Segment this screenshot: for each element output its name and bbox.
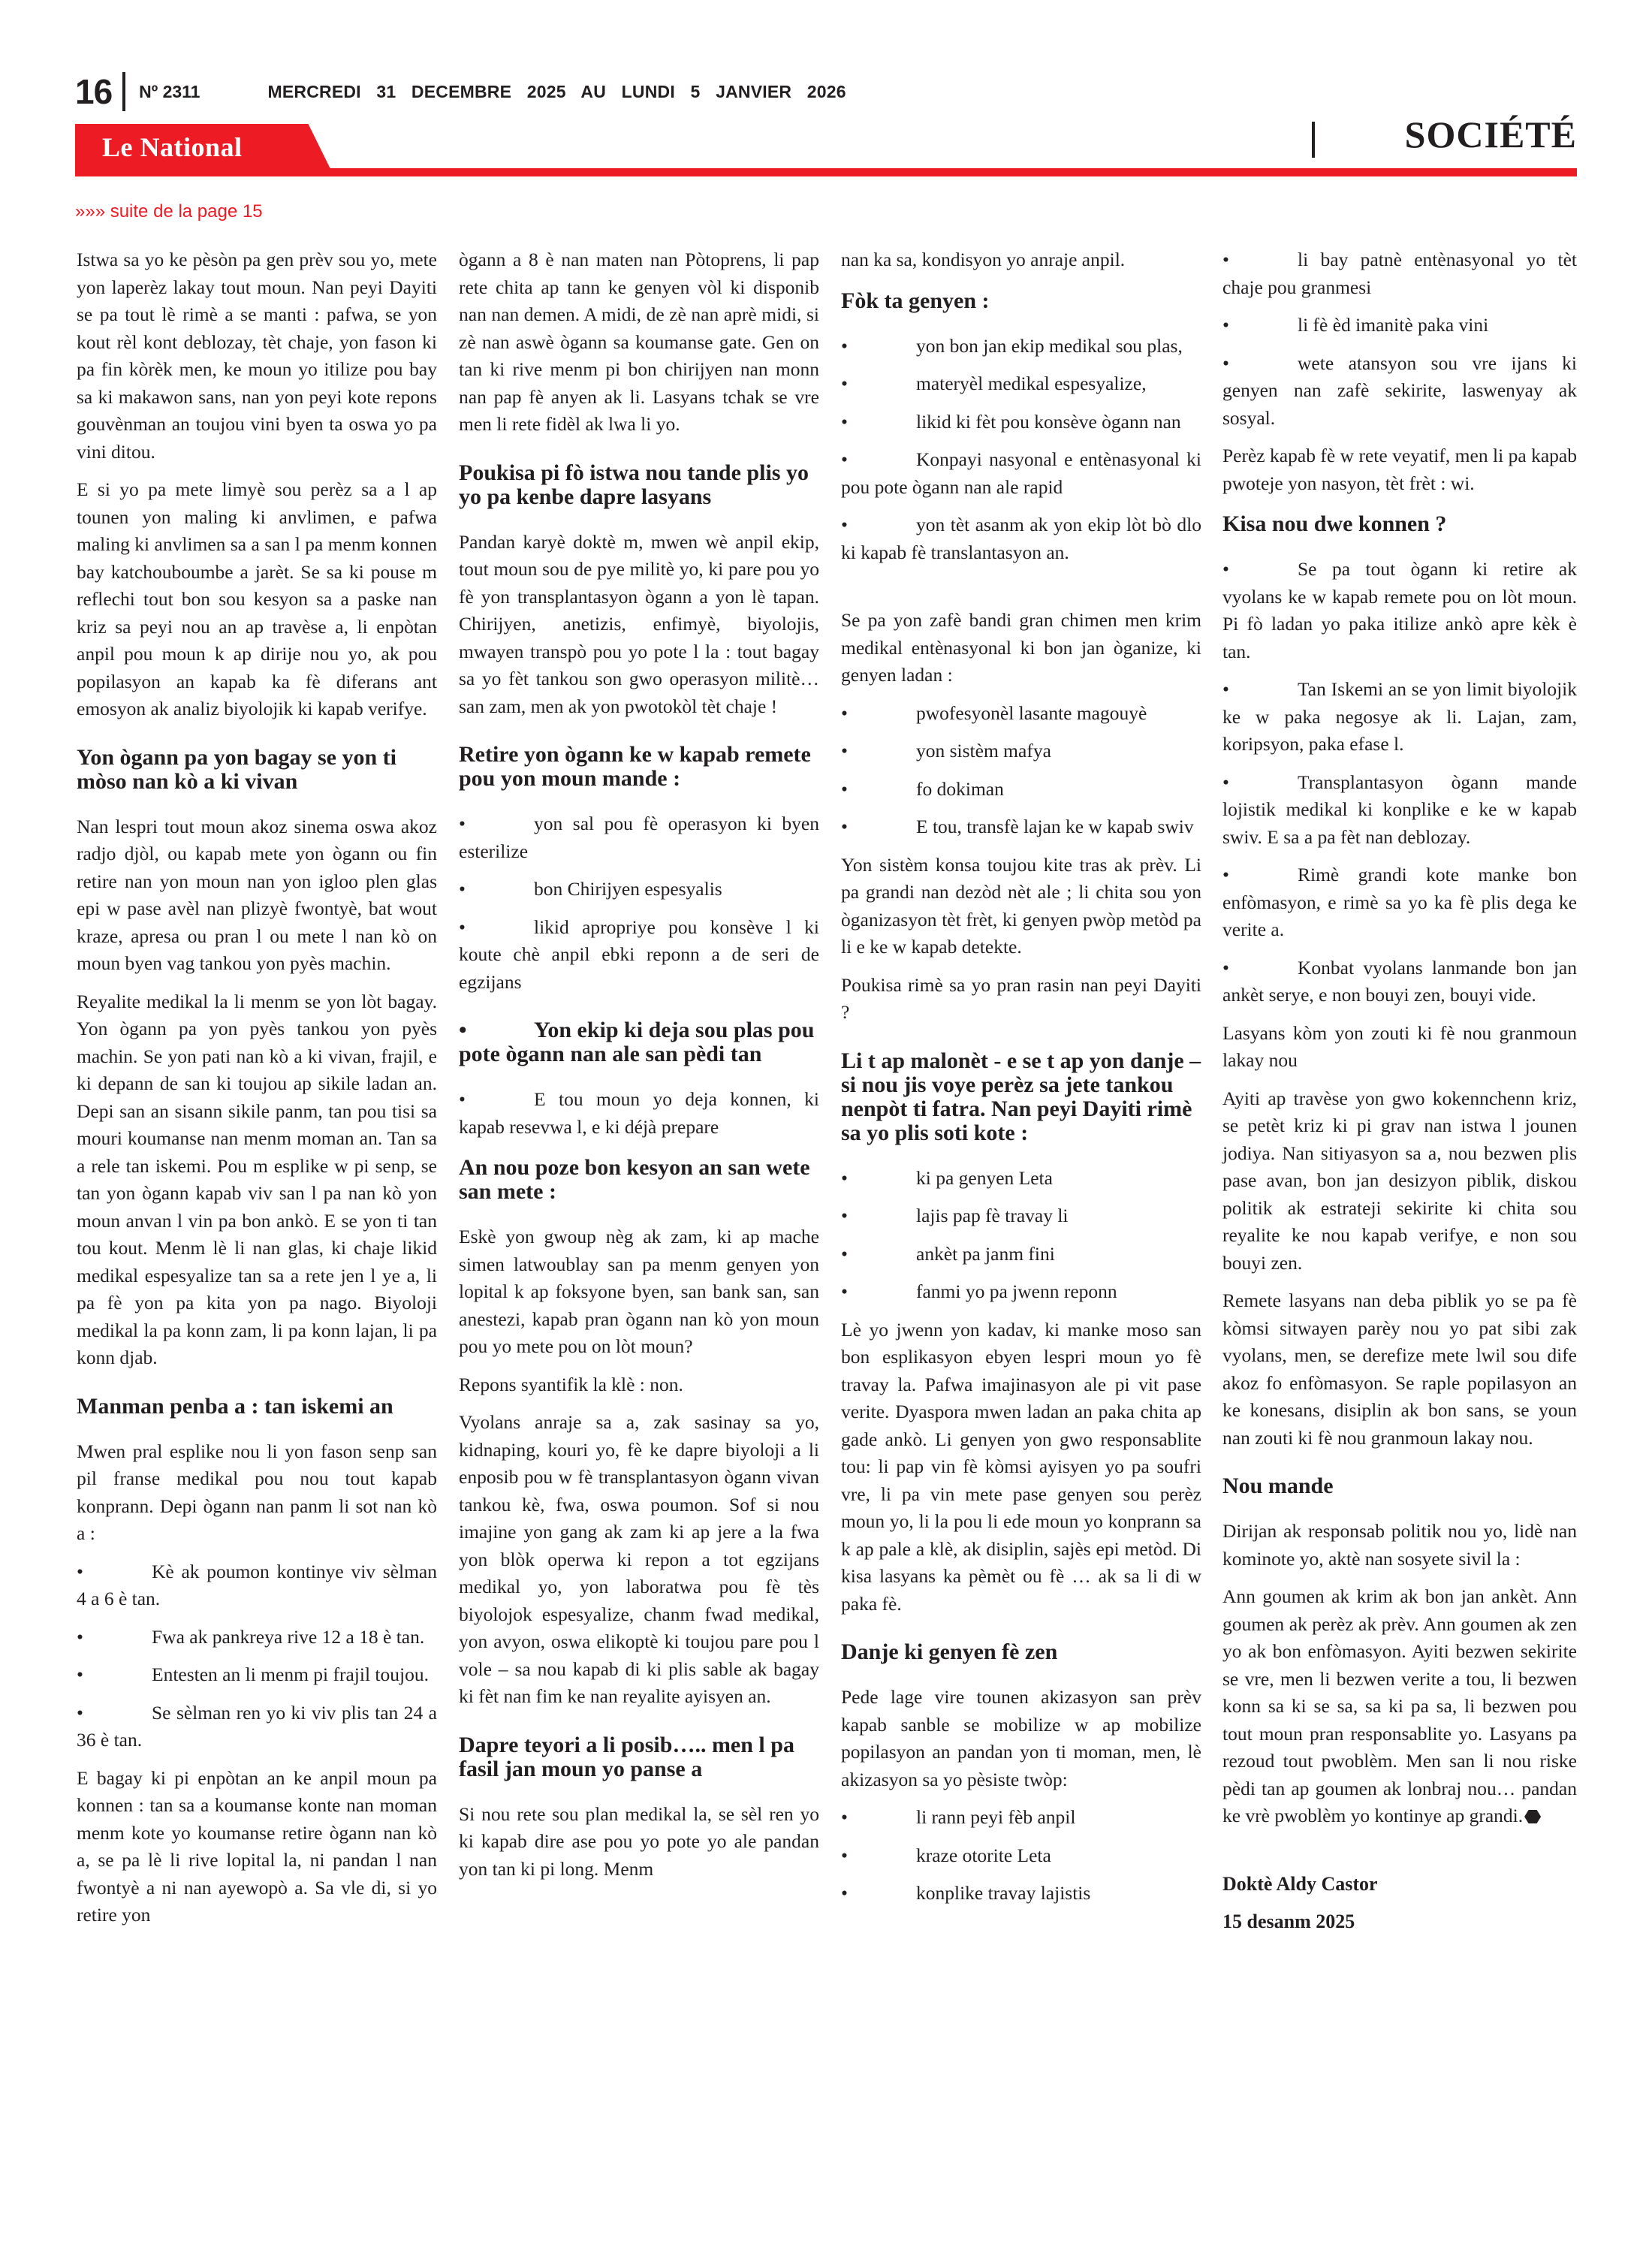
list-item bbox=[841, 813, 1201, 841]
subheading: Fòk ta genyen : bbox=[841, 288, 990, 313]
author-byline: Doktè Aldy Castor bbox=[1222, 1872, 1378, 1895]
bullet-icon: • bbox=[841, 334, 848, 357]
article-date: 15 desanm 2025 bbox=[1222, 1911, 1355, 1932]
list-item bbox=[459, 876, 819, 903]
subheading: Dapre teyori a li posib….. men l pa fasil jan moun yo panse a bbox=[459, 1732, 794, 1781]
list-item-text: ankèt pa janm fini bbox=[916, 1242, 1055, 1265]
paragraph: Remete lasyans nan deba piblik yo se pa fè kòmsi sitwayen parèy nou yo pat sibi zak vyolans, men, se derefize mete lwil sou dife akoz fo enfòmasyon. Se raple popilasyon an ke konesans, disiplin ak bon sans, se youn nan zouti ki fè nou granmoun lakay nou. bbox=[1222, 1289, 1577, 1449]
subheading: Retire yon ògann ke w kapab remete pou yon moun mande : bbox=[459, 742, 811, 791]
bullet-icon: • bbox=[841, 1806, 848, 1828]
list-item bbox=[1222, 556, 1577, 665]
bullet-icon: • bbox=[1222, 249, 1229, 270]
list-item-text: fanmi yo pa jwenn reponn bbox=[916, 1280, 1117, 1302]
list-item-text: Transplantasyon ògann mande lojistik medikal ki konplike e ke w kapab swiv. E sa a pa fèt nan deblozay. bbox=[1222, 771, 1577, 848]
list-item bbox=[841, 737, 1201, 765]
dateline: MERCREDI 31 DECEMBRE 2025 AU LUNDI 5 JANVIER 2026 bbox=[267, 81, 846, 101]
list-item-text: yon sal pou fè operasyon ki byen esterilize bbox=[459, 813, 819, 862]
bullet-icon: • bbox=[841, 1882, 848, 1904]
list-item bbox=[1222, 769, 1577, 852]
bullet-icon: • bbox=[459, 1018, 467, 1042]
list-item bbox=[841, 1241, 1201, 1268]
paragraph: Dirijan ak responsab politik nou yo, lidè nan kominote yo, aktè nan sosyete sivil la : bbox=[1222, 1520, 1577, 1570]
list-item-text: wete atansyon sou vre ijans ki genyen nan zafè sekirite, laswenyay ak sosyal. bbox=[1222, 351, 1577, 429]
list-item-text: Tan Iskemi an se yon limit biyolojik ke w paka negosye ak li. Lajan, zam, koripsyon, paka efase l. bbox=[1222, 678, 1577, 755]
article-column-1 bbox=[77, 246, 437, 1940]
subheading-text: Yon ekip ki deja sou plas pou pote ògann nan ale san pèdi tan bbox=[459, 1018, 815, 1066]
list-item-text: lajis pap fè travay li bbox=[916, 1205, 1069, 1226]
list-item-text: Kè ak poumon kontinye viv sèlman 4 a 6 è tan. bbox=[77, 1560, 437, 1609]
list-item-text: li fè èd imanitè paka vini bbox=[1298, 314, 1489, 336]
list-item-text: fo dokiman bbox=[916, 777, 1004, 800]
list-item-text: li rann peyi fèb anpil bbox=[916, 1806, 1076, 1828]
paragraph: Istwa sa yo ke pèsòn pa gen prèv sou yo, mete yon laperèz lakay tout moun. Nan peyi Dayiti se pa tout lè rimè a se manti : pafwa, se yon kout rèl kont deblozay, tèt chaje, yon fason ki pa fin kòrèk men, ke moun yo itilize pou bay sa ki makawon sans, nan yon peyi kote repons gouvènman an toujou vini byen ta oswa yo pa vini ditou. bbox=[77, 249, 437, 463]
publication-logo: Le National bbox=[102, 132, 243, 162]
list-item-text: likid apropriye pou konsève l ki koute chè anpil ebki reponn a de seri de egzijans bbox=[459, 915, 819, 993]
list-item bbox=[459, 914, 819, 997]
continued-from-link[interactable]: »»» suite de la page 15 bbox=[75, 201, 263, 222]
masthead-banner bbox=[75, 124, 1577, 176]
bullet-icon: • bbox=[1222, 864, 1229, 885]
bullet-icon: • bbox=[841, 1844, 848, 1866]
bullet-icon: • bbox=[841, 1166, 848, 1189]
list-item bbox=[77, 1700, 437, 1754]
subheading: Danje ki genyen fè zen bbox=[841, 1639, 1058, 1664]
subheading: Yon ògann pa yon bagay se yon ti mòso nan kò a ki vivan bbox=[77, 744, 396, 794]
list-item-text: likid ki fèt pou konsève ògann nan bbox=[916, 410, 1181, 433]
list-item bbox=[841, 1165, 1201, 1193]
paragraph: E bagay ki pi enpòtan an ke anpil moun pa konnen : tan sa a koumanse konte nan moman menm kote yo koumanse retire ògann nan kò a, se pa lè li rive lopital la, ni pandan l nan fwontyè a ni nan ayewopò a. Sa vle di, si yo retire yon bbox=[77, 1766, 437, 1926]
list-item bbox=[1222, 312, 1577, 339]
bullet-icon: • bbox=[1222, 558, 1229, 580]
spacer bbox=[841, 577, 1201, 607]
bullet-icon: • bbox=[77, 1625, 83, 1648]
bullet-icon: • bbox=[841, 514, 848, 535]
section-title: SOCIÉTÉ bbox=[1404, 113, 1577, 155]
paragraph: Poukisa rimè sa yo pran rasin nan peyi Dayiti ? bbox=[841, 973, 1201, 1023]
list-item bbox=[841, 1278, 1201, 1306]
subheading: Poukisa pi fò istwa nou tande plis yo yo pa kenbe dapre lasyans bbox=[459, 460, 809, 509]
masthead-red-rule bbox=[75, 168, 1577, 176]
paragraph: E si yo pa mete limyè sou perèz sa a l ap tounen yon maling ki anvlimen, e pafwa maling ki anvlimen sa a san l pa menm konnen bay katchouboumbe a jarèt. Se sa ki pouse m reflechi tout bon sou kesyon sa a paske nan kriz sa peyi nou an ap travèse a, li enpòtan anpil pou moun k ap dirije nou yo, ak pou popilasyon an kapab ka fè diferans ant emosyon ak analiz biyolojik ki kapab verifye. bbox=[77, 478, 437, 719]
list-item bbox=[841, 511, 1201, 566]
list-item-text: E tou moun yo deja konnen, ki kapab resevwa l, e ki déjà prepare bbox=[459, 1088, 819, 1138]
spacer bbox=[1222, 1841, 1577, 1871]
paragraph: ògann a 8 è nan maten nan Pòtoprens, li pap rete chita ap tann ke genyen vòl ki disponib nan nan demen. A midi, de zè nan aprè midi, si zè nan aswè ògann sa koumanse gate. Gen on tan ki rive menm pi bon chirijyen nan monn nan pap fè anyen ak li. Lasyans tchak se vre men li rete fidèl ak lwa li yo. bbox=[459, 249, 819, 435]
paragraph: Perèz kapab fè w rete veyatif, men li pa kapab pwoteje yon nasyon, tèt frèt : wi. bbox=[1222, 445, 1577, 494]
list-item bbox=[841, 370, 1201, 398]
list-item-text: Entesten an li menm pi frajil toujou. bbox=[152, 1663, 429, 1685]
paragraph: Repons syantifik la klè : non. bbox=[459, 1373, 683, 1395]
list-item-text: E tou, transfè lajan ke w kapab swiv bbox=[916, 816, 1194, 837]
list-item bbox=[841, 1842, 1201, 1870]
section-divider bbox=[1312, 122, 1315, 158]
subheading: Kisa nou dwe konnen ? bbox=[1222, 511, 1447, 536]
list-item-text: Se sèlman ren yo ki viv plis tan 24 a 36 è tan. bbox=[77, 1701, 437, 1751]
list-item-text: Fwa ak pankreya rive 12 a 18 è tan. bbox=[152, 1625, 425, 1648]
bullet-icon: • bbox=[841, 448, 848, 470]
bullet-icon: • bbox=[841, 740, 848, 762]
issue-number: Nº 2311 bbox=[139, 81, 200, 101]
paragraph: Pede lage vire tounen akizasyon san prèv kapab sanble se mobilize w ap mobilize popilasyon an pandan yon ti moman, men, lè akizasyon sa yo pèsiste twòp: bbox=[841, 1686, 1201, 1790]
list-item bbox=[77, 1624, 437, 1651]
paragraph: Ayiti ap travèse yon gwo kokennchenn kriz, se petèt kriz ki pi grav nan istwa l jounen jodiya. Nan sitiyasyon sa a, nou bezwen plis pase avan, bon jan desizyon piblik, diskou politik ak estrateji sekirite ki chita sou reyalite ke nou kapab verifye, e non sou bouyi zen. bbox=[1222, 1087, 1577, 1274]
bullet-icon: • bbox=[1222, 956, 1229, 979]
list-item-text: Konpayi nasyonal e entènasyonal ki pou pote ògann nan ale rapid bbox=[841, 448, 1201, 498]
list-item bbox=[459, 1086, 819, 1141]
subheading: Li t ap malonèt - e se t ap yon danje – si nou jis voye perèz sa jete tankou nenpòt ti fatra. Nan peyi Dayiti rimè sa yo plis soti kote : bbox=[841, 1048, 1201, 1145]
list-item bbox=[77, 1661, 437, 1689]
list-item bbox=[841, 1880, 1201, 1908]
paragraph: Vyolans anraje sa a, zak sasinay sa yo, kidnaping, kouri yo, fè ke dapre biyoloji a li enposib pou w fè transplantasyon ògann vivan tankou kè, fwa, oswa poumon. Sof si nou imajine yon gang ak zam ki ap jere a la fwa yon blòk operwa ki repon a tot egzijans medikal yo, yon laboratwa pou fè tès biyolojok espesyalize, chanm fwad medikal, yon avyon, oswa elikoptè ki toujou pare pou l vole – sa nou kapab di ki plis sable ak bagay ki fèt nan fim ke nan reyalite ayisyen an. bbox=[459, 1411, 819, 1707]
bullet-icon: • bbox=[841, 1242, 848, 1265]
article-column-2 bbox=[459, 246, 819, 1893]
list-item bbox=[841, 700, 1201, 728]
bullet-icon: • bbox=[1222, 351, 1229, 374]
bullet-icon: • bbox=[459, 878, 466, 900]
bullet-icon: • bbox=[841, 816, 848, 837]
closing-paragraph-text: Ann goumen ak krim ak bon jan ankèt. Ann goumen ak perèz ak prèv. Ann goumen ak zen yo ak bon enfòmasyon. Ayiti bezwen sekirite se vre, men li bezwen verite a tou, li bezwen konn sa ki se sa, sa ki pa sa, li bezwen pou tout moun pran responsablite yo. Lasyans pa rezoud tout pwoblèm. Men san li nou riske pèdi tan ap goumen ak lonbraj nou… pandan ke vrè pwoblèm yo kontinye ap grandi. bbox=[1222, 1585, 1577, 1826]
bullet-icon: • bbox=[77, 1560, 83, 1582]
list-item bbox=[841, 446, 1201, 501]
list-item bbox=[1222, 350, 1577, 433]
paragraph: Lasyans kòm yon zouti ki fè nou granmoun lakay nou bbox=[1222, 1021, 1577, 1071]
paragraph: Mwen pral esplike nou li yon fason senp san pil franse medikal pou nou tout kapab konprann. Depi ògann nan panm li sot nan kò a : bbox=[77, 1440, 437, 1544]
list-item bbox=[1222, 676, 1577, 759]
bullet-icon: • bbox=[841, 410, 848, 433]
list-item-text: kraze otorite Leta bbox=[916, 1844, 1051, 1866]
article-column-4 bbox=[1222, 246, 1577, 1947]
list-item-text: bon Chirijyen espesyalis bbox=[534, 878, 722, 900]
paragraph: Lè yo jwenn yon kadav, ki manke moso san bon esplikasyon ebyen lespri moun yo fè travay la. Pafwa imajinasyon ale pi vit pase verite. Dyaspora mwen ladan an paka chita ap gade ankò. Li genyen yon gwo responsablite tou: li pap vin fè kòmsi ayisyen yo pa soufri vre, li pa vin mete pase genyen sou perèz moun yo, li la pou li ede moun yo konprann sa k ap pale a klè, ak disiplin, sajès epi metòd. Di kisa lasyans ka pèmèt ou fè … ak sa li di w paka fè. bbox=[841, 1318, 1201, 1615]
bullet-icon: • bbox=[841, 701, 848, 724]
list-item bbox=[841, 776, 1201, 804]
list-item-text: konplike travay lajistis bbox=[916, 1882, 1091, 1904]
bullet-icon: • bbox=[841, 1205, 848, 1226]
list-item-text: Se pa tout ògann ki retire ak vyolans ke w kapab remete pou on lòt moun. Pi fò ladan yo paka itilize ankò apre kèk è tan. bbox=[1222, 558, 1577, 662]
list-item-text: Rimè grandi kote manke bon enfòmasyon, e rimè sa yo ka fè plis dega ke verite a. bbox=[1222, 864, 1577, 940]
list-item bbox=[841, 409, 1201, 436]
bullet-icon: • bbox=[77, 1701, 83, 1724]
paragraph: Eskè yon gwoup nèg ak zam, ki ap mache simen latwoublay san pa menm genyen yon lopital k ap foksyone byen, san bank san, san anestezi, kapab pran ògann nan kò yon moun pou yo mete pou on lòt moun? bbox=[459, 1226, 819, 1357]
paragraph: Nan lespri tout moun akoz sinema oswa akoz radjo djòl, ou kapab mete yon ògann ou fin retire nan yon moun nan yon igloo plen glas epi w pase avèl nan plizyè fwontyè, bat wout kraze, apresa ou pran l ou mete l nan kò on moun byen vag tankou yon pyès machin. bbox=[77, 815, 437, 974]
bullet-icon: • bbox=[459, 915, 466, 938]
list-item-text: ki pa genyen Leta bbox=[916, 1166, 1053, 1189]
page-number: 16 bbox=[75, 72, 113, 111]
list-item bbox=[1222, 955, 1577, 1009]
bullet-icon: • bbox=[459, 813, 466, 834]
paragraph: Si nou rete sou plan medikal la, se sèl ren yo ki kapab dire ase pou yo pote yo ale pandan yon tan ki pi long. Menm bbox=[459, 1802, 819, 1880]
list-item bbox=[77, 1558, 437, 1613]
paragraph: Reyalite medikal la li menm se yon lòt bagay. Yon ògann pa yon pyès tankou yon pyès machin. Se yon pati nan kò a ki vivan, frajil, e ki depann de san ki toujou ap sikile ladan an. Depi san an sisann sikile panm, tan pou tisi sa mouri koumanse nan menm moman an. Tan sa a rele tan iskemi. Pou m esplike w pi senp, se tan yon ògann kapab viv san l pa nan kò yon moun anvan l vin pa bon ankò. E se yon ti tan tou kout. Menm lè li nan glas, ki chaje likid medikal espesyalize tan sa a rete jen l ye a, li pa fè yon pa kita yon pa nago. Biyoloji medikal la pa konn zam, li pa konn lajan, li pa konn djab. bbox=[77, 990, 437, 1368]
list-item-text: Konbat vyolans lanmande bon jan ankèt serye, e non bouyi zen, bouyi vide. bbox=[1222, 956, 1577, 1006]
page-number-divider bbox=[122, 72, 125, 111]
paragraph: Yon sistèm konsa toujou kite tras ak prèv. Li pa grandi nan dezòd nèt ale ; li chita sou yon òganizasyon tèt frèt, ki genyen pwòp metòd pa li e ke w kapab detekte. bbox=[841, 853, 1201, 958]
list-item bbox=[841, 1202, 1201, 1230]
list-item-text: yon tèt asanm ak yon ekip lòt bò dlo ki kapab fè translantasyon an. bbox=[841, 514, 1201, 563]
list-item bbox=[841, 333, 1201, 360]
bullet-icon: • bbox=[77, 1663, 83, 1685]
bullet-icon: • bbox=[1222, 771, 1229, 793]
list-item-text: yon sistèm mafya bbox=[916, 740, 1051, 762]
list-item bbox=[1222, 861, 1577, 944]
subheading-bullet bbox=[459, 1018, 819, 1066]
paragraph bbox=[1222, 1583, 1577, 1830]
list-item bbox=[459, 810, 819, 865]
end-of-article-icon bbox=[1524, 1810, 1541, 1823]
paragraph: Se pa yon zafè bandi gran chimen men krim medikal entènasyonal ki bon jan òganize, ki genyen ladan : bbox=[841, 609, 1201, 686]
bullet-icon: • bbox=[841, 1280, 848, 1302]
paragraph: Pandan karyè doktè m, mwen wè anpil ekip, tout moun sou de pye militè yo, ki pare pou yo fè yon transplantasyon ògann a yon lè tapan. Chirijyen, anetizis, enfimyè, biyolojis, mwayen transpò pou yo pote l la : tout bagay sa yo fèt tankou son gwo operasyon militè… san zam, men ak yon pwotokòl tèt chaje ! bbox=[459, 530, 819, 717]
list-item-text: materyèl medikal espesyalize, bbox=[916, 372, 1147, 394]
page-header bbox=[75, 69, 846, 114]
subheading: An nou poze bon kesyon an san wete san mete : bbox=[459, 1155, 810, 1204]
bullet-icon: • bbox=[1222, 678, 1229, 700]
bullet-icon: • bbox=[841, 777, 848, 800]
bullet-icon: • bbox=[459, 1088, 466, 1110]
list-item-text: li bay patnè entènasyonal yo tèt chaje pou granmesi bbox=[1222, 249, 1577, 298]
bullet-icon: • bbox=[1222, 314, 1229, 336]
article-column-3 bbox=[841, 246, 1201, 1918]
list-item bbox=[841, 1804, 1201, 1832]
subheading: Manman penba a : tan iskemi an bbox=[77, 1393, 393, 1419]
bullet-icon: • bbox=[841, 372, 848, 394]
list-item-text: yon bon jan ekip medikal sou plas, bbox=[916, 334, 1183, 357]
paragraph: nan ka sa, kondisyon yo anraje anpil. bbox=[841, 249, 1126, 270]
subheading: Nou mande bbox=[1222, 1473, 1334, 1498]
list-item-text: pwofesyonèl lasante magouyè bbox=[916, 701, 1147, 724]
list-item bbox=[1222, 246, 1577, 301]
